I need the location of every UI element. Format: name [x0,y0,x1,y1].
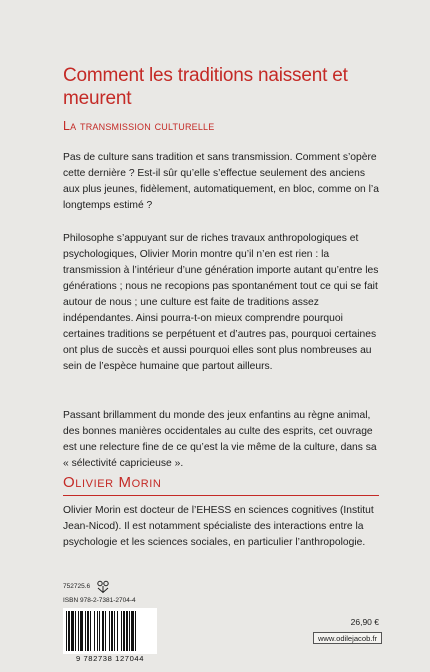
author-name: Olivier Morin [63,474,162,491]
author-divider [63,495,379,496]
description-paragraph-1: Pas de culture sans tradition et sans transmission. Comment s’opère cette dernière ? Est-il sûr qu’elle s’effectue seulement des anciens aux plus jeunes, fidèlement, automatiquement, en bloc, comme on l’a longtemps estimé ? [63,152,379,211]
isbn: ISBN 978-2-7381-2704-4 [63,597,136,604]
book-title: Comment les traditions naissent et meurent [63,65,348,109]
publisher-website-link[interactable]: www.odilejacob.fr [313,632,382,644]
publisher-seal-icon [96,580,110,594]
description-paragraph-3: Passant brillamment du monde des jeux enfantins au règne animal, des bonnes manières occidentales au culte des esprits, cet ouvrage est une relecture fine de ce qu’est la vie même de la culture, dans sa « sélectivité capricieuse ». [63,410,377,469]
book-subtitle: La transmission culturelle [63,119,215,133]
reference-number: 752725.6 [63,583,91,590]
price: 26,90 € [350,617,379,627]
barcode-digits: 9 782738 127044 [75,654,145,663]
barcode [63,608,157,654]
description-paragraph-2: Philosophe s’appuyant sur de riches travaux anthropologiques et psychologiques, Olivier Morin montre qu’il n’en est rien : la transmission à l’intérieur d’une génération importe autant qu’entre les générations ; nous ne recopions pas spontanément tout ce qui se fait autour de nous ; une culture est faite de traditions assez indépendantes. Ainsi pourra-t-on mieux comprendre pourquoi certaines traditions se perpétuent et d’autres pas, pourquoi certaines ont plus de succès et aussi pourquoi elles sont plus nombreuses au sein de l’espèce humaine que partout ailleurs. [63,233,379,372]
author-bio: Olivier Morin est docteur de l’EHESS en sciences cognitives (Institut Jean-Nicod). Il est notamment spécialiste des interactions entre la psychologie et les sciences sociales, en particulier l’anthropologie. [63,505,374,548]
